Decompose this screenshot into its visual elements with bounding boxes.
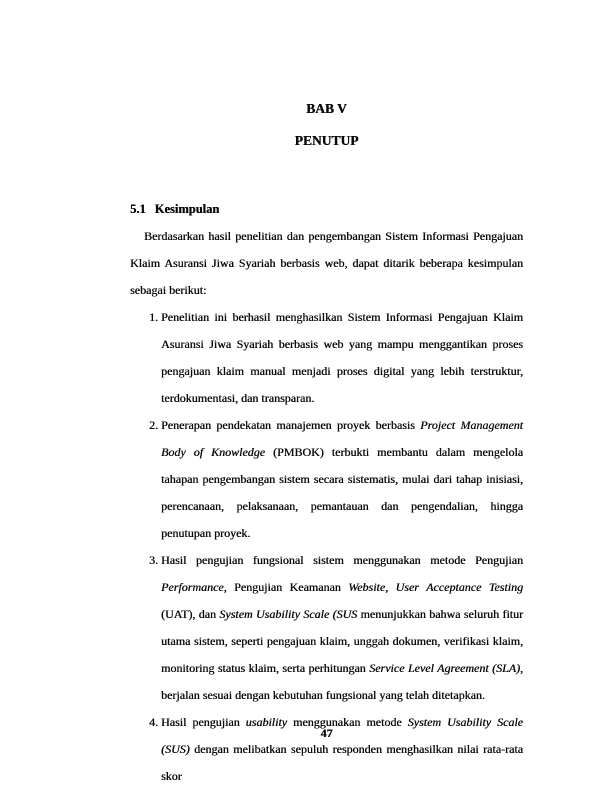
conclusion-item bbox=[130, 412, 523, 547]
item-text: Hasil pengujian fungsional sistem menggunakan metode Pengujian Performance, Pengujian Keamanan Website, User Acceptance Testing (UAT), dan System Usability Scale (SUS menunjukkan bahwa seluruh fitur utama sistem, seperti pengajuan klaim, unggah dokumen, verifikasi klaim, monitoring status klaim, serta perhitungan Service Level Agreement (SLA), berjalan sesuai dengan kebutuhan fungsional yang telah ditetapkan. bbox=[161, 553, 524, 702]
chapter-heading: BAB V bbox=[306, 101, 347, 116]
section-title: Kesimpulan bbox=[154, 202, 220, 216]
intro-paragraph: Berdasarkan hasil penelitian dan pengembangan Sistem Informasi Pengajuan Klaim Asuransi Jiwa Syariah berbasis web, dapat ditarik beberapa kesimpulan sebagai berikut: bbox=[130, 229, 523, 297]
conclusion-item bbox=[130, 709, 523, 790]
section-number: 5.1 bbox=[130, 202, 146, 216]
page-number: 47 bbox=[320, 726, 333, 740]
item-number: 1. bbox=[149, 310, 158, 324]
conclusion-item bbox=[130, 547, 523, 709]
item-number: 3. bbox=[149, 553, 158, 567]
item-number: 4. bbox=[149, 715, 158, 729]
section-heading bbox=[130, 196, 523, 223]
item-text: Hasil pengujian usability menggunakan metode System Usability Scale (SUS) dengan melibatkan sepuluh responden menghasilkan nilai rata-rata skor bbox=[161, 715, 523, 783]
conclusion-list bbox=[130, 304, 523, 790]
page-content bbox=[130, 0, 523, 790]
item-text: Penelitian ini berhasil menghasilkan Sistem Informasi Pengajuan Klaim Asuransi Jiwa Syariah berbasis web yang mampu menggantikan proses pengajuan klaim manual menjadi proses digital yang lebih terstruktur, terdokumentasi, dan transparan. bbox=[161, 310, 523, 405]
item-text: Penerapan pendekatan manajemen proyek berbasis Project Management Body of Knowledge (PMBOK) terbukti membantu dalam mengelola tahapan pengembangan sistem secara sistematis, mulai dari tahap inisiasi, perencanaan, pelaksanaan, pemantauan dan pengendalian, hingga penutupan proyek. bbox=[161, 418, 524, 540]
chapter-title: PENUTUP bbox=[294, 133, 359, 148]
item-number: 2. bbox=[149, 418, 158, 432]
conclusion-item bbox=[130, 304, 523, 412]
